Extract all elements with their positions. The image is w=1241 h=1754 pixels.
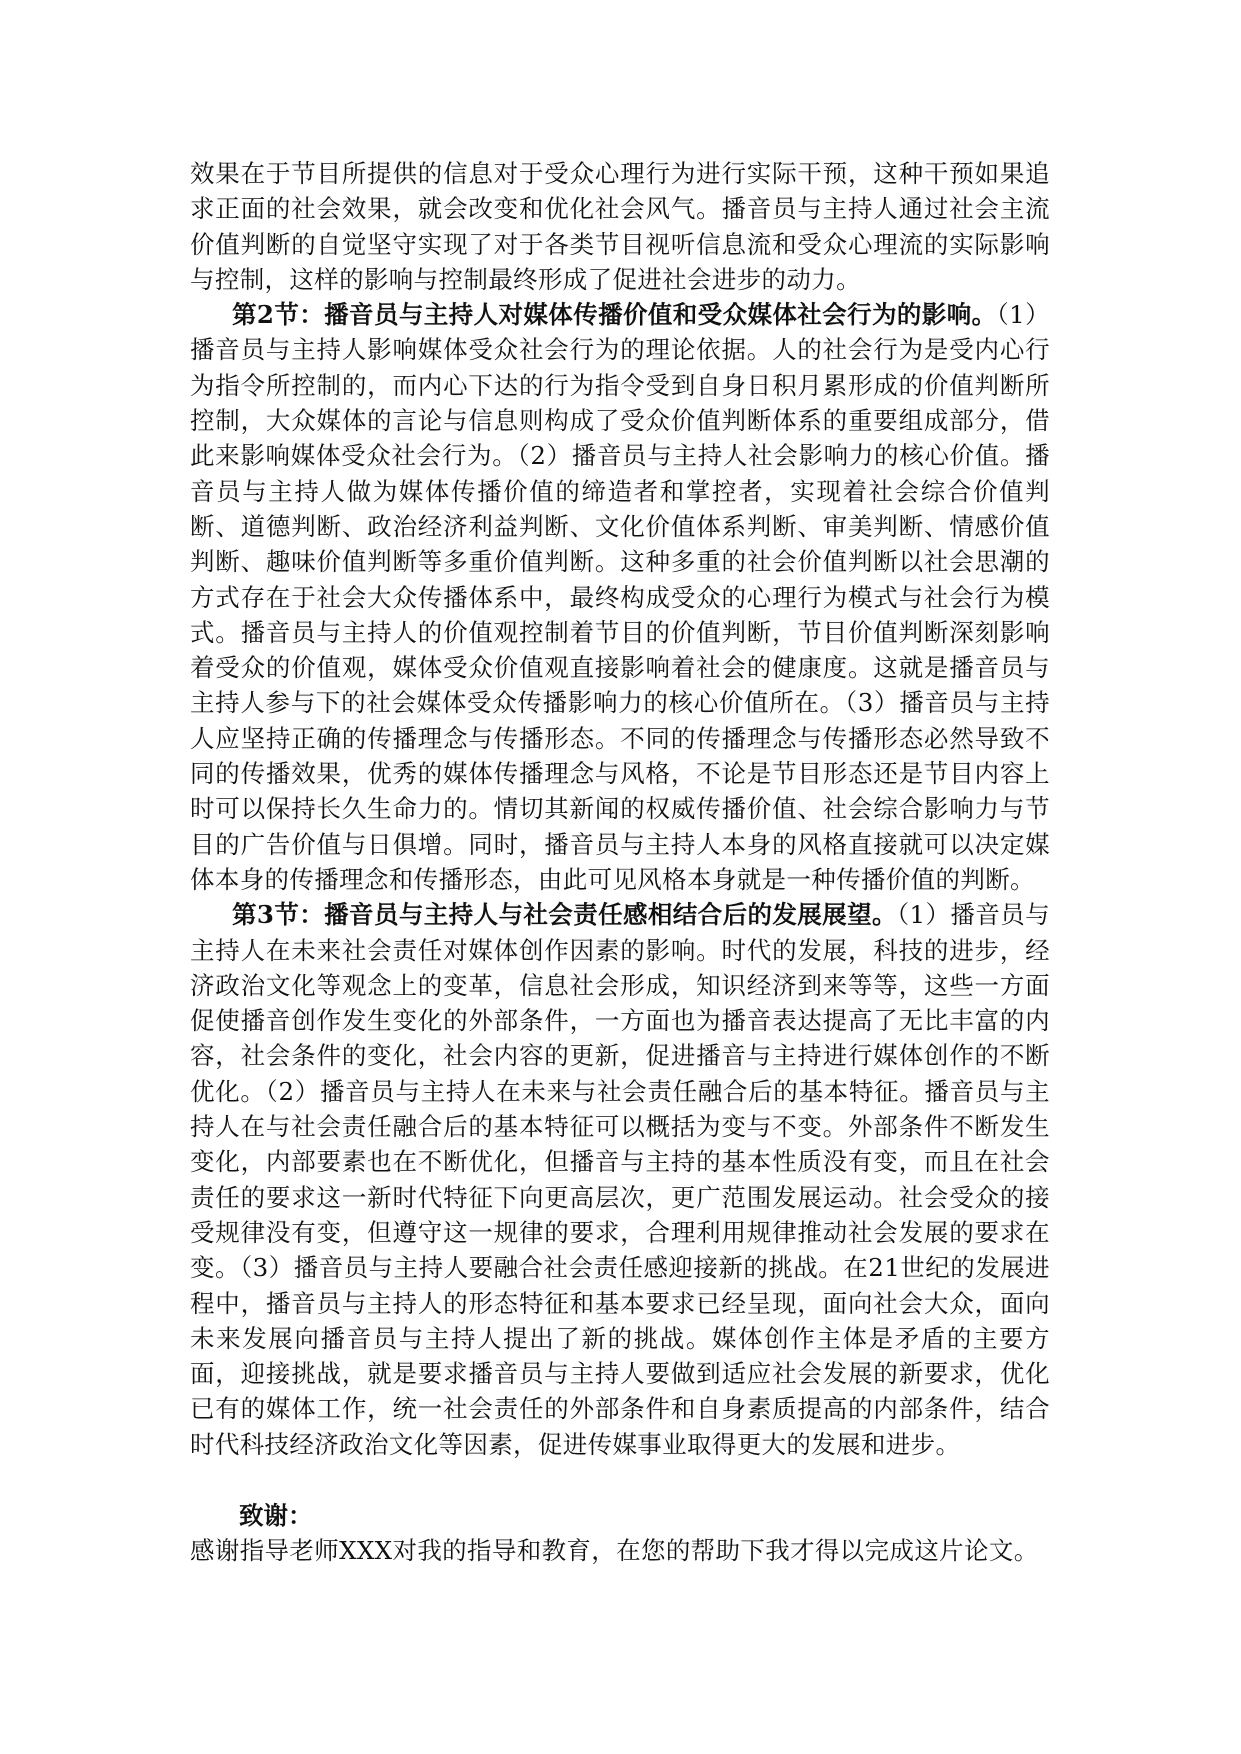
acknowledgement-body: 感谢指导老师XXX对我的指导和教育，在您的帮助下我才得以完成这片论文。 bbox=[190, 1536, 1039, 1566]
document-page bbox=[190, 156, 1050, 1569]
intro-paragraph: 效果在于节目所提供的信息对于受众心理行为进行实际干预，这种干预如果追求正面的社会效果，就会改变和优化社会风气。播音员与主持人通过社会主流价值判断的自觉坚守实现了对于各类节目视听信息流和受众心理流的实际影响与控制，这样的影响与控制最终形成了促进社会进步的动力。 bbox=[190, 159, 1050, 294]
section-3-body: （1）播音员与主持人在未来社会责任对媒体创作因素的影响。时代的发展，科技的进步，经济政治文化等观念上的变革，信息社会形成，知识经济到来等等，这些一方面促使播音创作发生变化的外部条件，一方面也为播音表达提高了无比丰富的内容，社会条件的变化，社会内容的更新，促进播音与主持进行媒体创作的不断优化。（2）播音员与主持人在未来与社会责任融合后的基本特征。播音员与主持人在与社会责任融合后的基本特征可以概括为变与不变。外部条件不断发生变化，内部要素也在不断优化，但播音与主持的基本性质没有变，而且在社会责任的要求这一新时代特征下向更高层次，更广范围发展运动。社会受众的接受规律没有变，但遵守这一规律的要求，合理利用规律推动社会发展的要求在变。（3）播音员与主持人要融合社会责任感迎接新的挑战。在21世纪的发展进程中，播音员与主持人的形态特征和基本要求已经呈现，面向社会大众，面向未来发展向播音员与主持人提出了新的挑战。媒体创作主体是矛盾的主要方面，迎接挑战，就是要求播音员与主持人要做到适应社会发展的新要求，优化已有的媒体工作，统一社会责任的外部条件和自身素质提高的内部条件，结合时代科技经济政治文化等因素，促进传媒事业取得更大的发展和进步。 bbox=[190, 900, 1050, 1459]
section-2-heading: 第2节：播音员与主持人对媒体传播价值和受众媒体社会行为的影响。 bbox=[232, 300, 997, 330]
section-3-heading: 第3节：播音员与主持人与社会责任感相结合后的发展展望。 bbox=[232, 900, 897, 930]
section-2-body: （1）播音员与主持人影响媒体受众社会行为的理论依据。人的社会行为是受内心行为指令所控制的，而内心下达的行为指令受到自身日积月累形成的价值判断所控制，大众媒体的言论与信息则构成了受众价值判断体系的重要组成部分，借此来影响媒体受众社会行为。（2）播音员与主持人社会影响力的核心价值。播音员与主持人做为媒体传播价值的缔造者和掌控者，实现着社会综合价值判断、道德判断、政治经济利益判断、文化价值体系判断、审美判断、情感价值判断、趣味价值判断等多重价值判断。这种多重的社会价值判断以社会思潮的方式存在于社会大众传播体系中，最终构成受众的心理行为模式与社会行为模式。播音员与主持人的价值观控制着节目的价值判断，节目价值判断深刻影响着受众的价值观，媒体受众价值观直接影响着社会的健康度。这就是播音员与主持人参与下的社会媒体受众传播影响力的核心价值所在。（3）播音员与主持人应坚持正确的传播理念与传播形态。不同的传播理念与传播形态必然导致不同的传播效果，优秀的媒体传播理念与风格，不论是节目形态还是节目内容上时可以保持长久生命力的。情切其新闻的权威传播价值、社会综合影响力与节目的广告价值与日俱增。同时，播音员与主持人本身的风格直接就可以决定媒体本身的传播理念和传播形态，由此可见风格本身就是一种传播价值的判断。 bbox=[190, 300, 1050, 894]
acknowledgement-title: 致谢： bbox=[239, 1500, 313, 1530]
section-3-paragraph bbox=[190, 897, 1050, 1462]
section-2-paragraph bbox=[190, 297, 1050, 897]
